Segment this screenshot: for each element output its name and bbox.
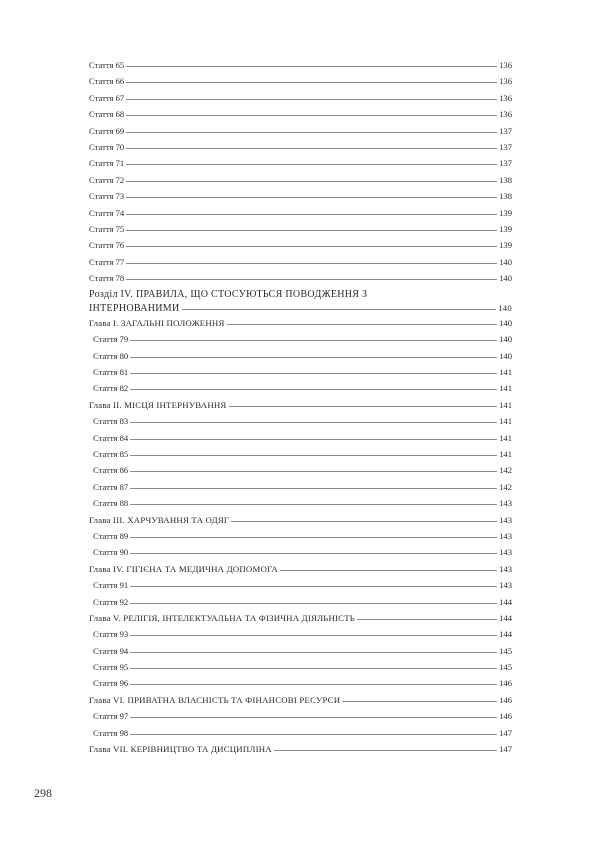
toc-entry-page-number: 147 xyxy=(499,744,512,755)
dot-leader xyxy=(126,279,497,280)
toc-entry-title: Глава II. МІСЦЯ ІНТЕРНУВАННЯ xyxy=(89,399,227,410)
toc-entry-page-number: 143 xyxy=(499,530,512,541)
toc-entry-title: Стаття 94 xyxy=(93,645,129,656)
toc-entries-bottom xyxy=(89,315,512,758)
toc-entry-page-number: 144 xyxy=(499,612,512,623)
toc-entry-title: Стаття 93 xyxy=(93,629,129,640)
dot-leader xyxy=(126,230,497,231)
toc-article-row xyxy=(89,380,512,396)
toc-article-row xyxy=(89,123,512,139)
toc-article-row xyxy=(89,172,512,188)
dot-leader xyxy=(182,309,497,310)
toc-entry-page-number: 139 xyxy=(499,223,512,234)
toc-entry-page-number: 137 xyxy=(499,141,512,152)
toc-entry-title: Стаття 75 xyxy=(89,223,125,234)
toc-entry-title: Стаття 73 xyxy=(89,191,125,202)
toc-entry-page-number: 147 xyxy=(499,727,512,738)
toc-article-row xyxy=(89,90,512,106)
toc-article-row xyxy=(89,626,512,642)
toc-entry-title: Стаття 76 xyxy=(89,240,125,251)
section-title-line2: ІНТЕРНОВАНИМИ xyxy=(89,302,180,314)
toc-article-row xyxy=(89,139,512,155)
toc-entry-page-number: 136 xyxy=(499,109,512,120)
toc-article-row xyxy=(89,73,512,89)
toc-article-row xyxy=(89,528,512,544)
toc-entry-title: Стаття 88 xyxy=(93,498,129,509)
table-of-contents xyxy=(89,57,512,757)
toc-entry-title: Стаття 74 xyxy=(89,207,125,218)
dot-leader xyxy=(130,504,497,505)
toc-entry-page-number: 137 xyxy=(499,158,512,169)
toc-entry-page-number: 141 xyxy=(499,449,512,459)
dot-leader xyxy=(126,164,497,165)
page-number-footer: 298 xyxy=(34,786,52,800)
toc-article-row xyxy=(89,188,512,204)
toc-article-row xyxy=(89,155,512,171)
toc-entry-page-number: 146 xyxy=(499,711,512,722)
dot-leader xyxy=(126,66,497,67)
toc-chapter-row xyxy=(89,741,512,757)
toc-entry-title: Стаття 77 xyxy=(89,256,125,267)
toc-entry-title: Стаття 82 xyxy=(93,383,129,394)
toc-entry-page-number: 146 xyxy=(499,694,512,705)
dot-leader xyxy=(357,619,497,620)
toc-article-row xyxy=(89,413,512,429)
toc-entry-title: Глава I. ЗАГАЛЬНІ ПОЛОЖЕННЯ xyxy=(89,317,225,328)
dot-leader xyxy=(130,717,497,718)
toc-entry-title: Глава III. ХАРЧУВАННЯ ТА ОДЯГ xyxy=(89,514,230,525)
toc-entry-page-number: 136 xyxy=(499,92,512,103)
toc-entry-title: Стаття 66 xyxy=(89,76,125,87)
toc-entry-title: Стаття 95 xyxy=(93,662,129,673)
dot-leader xyxy=(126,148,497,149)
dot-leader xyxy=(130,684,497,685)
toc-entry-title: Стаття 69 xyxy=(89,125,125,136)
dot-leader xyxy=(342,701,497,702)
toc-entry-page-number: 141 xyxy=(499,432,512,443)
toc-article-row xyxy=(89,594,512,610)
dot-leader xyxy=(280,570,497,571)
toc-article-row xyxy=(89,659,512,675)
toc-entry-title: Стаття 68 xyxy=(89,109,125,120)
toc-entry-page-number: 141 xyxy=(499,367,512,378)
toc-entry-page-number: 138 xyxy=(499,191,512,202)
toc-entry-page-number: 143 xyxy=(499,547,512,558)
dot-leader xyxy=(130,455,497,456)
dot-leader xyxy=(126,246,497,247)
toc-entry-title: Стаття 87 xyxy=(93,481,129,492)
toc-entry-page-number: 145 xyxy=(499,645,512,656)
toc-entry-title: Стаття 72 xyxy=(89,174,125,185)
dot-leader xyxy=(126,99,497,100)
toc-article-row xyxy=(89,106,512,122)
toc-article-row xyxy=(89,675,512,691)
toc-entry-title: Стаття 92 xyxy=(93,596,129,607)
toc-article-row xyxy=(89,430,512,446)
dot-leader xyxy=(130,668,497,669)
toc-entry-page-number: 140 xyxy=(499,350,512,361)
dot-leader xyxy=(227,324,498,325)
toc-chapter-row xyxy=(89,561,512,577)
dot-leader xyxy=(130,471,497,472)
toc-article-row xyxy=(89,254,512,270)
toc-entry-title: Глава VI. ПРИВАТНА ВЛАСНІСТЬ ТА ФІНАНСОВІ РЕСУРСИ xyxy=(89,694,341,705)
toc-entry-title: Глава IV. ГІГІЄНА ТА МЕДИЧНА ДОПОМОГА xyxy=(89,563,278,574)
toc-entry-page-number: 143 xyxy=(499,563,512,574)
toc-entry-page-number: 140 xyxy=(499,273,512,284)
dot-leader xyxy=(126,132,497,133)
dot-leader xyxy=(130,439,497,440)
toc-entry-page-number: 140 xyxy=(499,334,512,345)
toc-chapter-row xyxy=(89,610,512,626)
dot-leader xyxy=(231,521,497,522)
toc-article-row xyxy=(89,221,512,237)
toc-article-row xyxy=(89,237,512,253)
toc-entry-page-number: 143 xyxy=(499,498,512,509)
toc-article-row xyxy=(89,577,512,593)
toc-entry-page-number: 143 xyxy=(499,580,512,591)
toc-entry-title: Стаття 85 xyxy=(93,449,129,459)
toc-section-heading xyxy=(89,289,512,314)
dot-leader xyxy=(126,214,497,215)
dot-leader xyxy=(130,357,497,358)
section-title-line1: Розділ IV. ПРАВИЛА, ЩО СТОСУЮТЬСЯ ПОВОДЖЕННЯ З xyxy=(89,289,368,301)
section-title-line2-row xyxy=(89,302,512,315)
toc-entry-page-number: 142 xyxy=(499,465,512,476)
toc-entry-page-number: 144 xyxy=(499,596,512,607)
toc-article-row xyxy=(89,348,512,364)
toc-entry-page-number: 145 xyxy=(499,662,512,673)
dot-leader xyxy=(126,82,497,83)
toc-article-row xyxy=(89,364,512,380)
dot-leader xyxy=(274,750,497,751)
dot-leader xyxy=(126,181,497,182)
toc-entry-title: Стаття 71 xyxy=(89,158,125,169)
toc-entry-title: Стаття 83 xyxy=(93,416,129,427)
toc-entry-page-number: 144 xyxy=(499,629,512,640)
toc-article-row xyxy=(89,479,512,495)
toc-chapter-row xyxy=(89,397,512,413)
toc-entry-page-number: 140 xyxy=(499,256,512,267)
dot-leader xyxy=(130,553,497,554)
section-page-number: 140 xyxy=(498,302,512,313)
toc-articles-top xyxy=(89,57,512,286)
toc-chapter-row xyxy=(89,512,512,528)
dot-leader xyxy=(130,537,497,538)
dot-leader xyxy=(130,635,497,636)
toc-article-row xyxy=(89,331,512,347)
toc-entry-title: Стаття 90 xyxy=(93,547,129,558)
toc-entry-title: Стаття 78 xyxy=(89,273,125,284)
toc-entry-page-number: 141 xyxy=(499,399,512,410)
toc-article-row xyxy=(89,708,512,724)
toc-entry-title: Стаття 86 xyxy=(93,465,129,476)
dot-leader xyxy=(126,263,497,264)
toc-entry-title: Стаття 65 xyxy=(89,60,125,70)
toc-entry-page-number: 139 xyxy=(499,240,512,251)
toc-entry-title: Глава V. РЕЛІГІЯ, ІНТЕЛЕКТУАЛЬНА ТА ФІЗИЧНА ДІЯЛЬНІСТЬ xyxy=(89,612,356,623)
toc-chapter-row xyxy=(89,692,512,708)
toc-entry-title: Стаття 70 xyxy=(89,141,125,152)
dot-leader xyxy=(126,197,497,198)
toc-article-row xyxy=(89,495,512,511)
toc-article-row xyxy=(89,205,512,221)
toc-entry-page-number: 136 xyxy=(499,60,512,70)
toc-entry-title: Стаття 81 xyxy=(93,367,129,378)
toc-article-row xyxy=(89,270,512,286)
toc-entry-title: Глава VII. КЕРІВНИЦТВО ТА ДИСЦИПЛІНА xyxy=(89,744,272,755)
dot-leader xyxy=(130,652,497,653)
toc-entry-title: Стаття 84 xyxy=(93,432,129,443)
toc-entry-title: Стаття 98 xyxy=(93,727,129,738)
toc-entry-title: Стаття 67 xyxy=(89,92,125,103)
toc-article-row xyxy=(89,544,512,560)
toc-entry-title: Стаття 91 xyxy=(93,580,129,591)
toc-article-row xyxy=(89,57,512,73)
toc-entry-page-number: 146 xyxy=(499,678,512,689)
dot-leader xyxy=(229,406,498,407)
toc-entry-page-number: 139 xyxy=(499,207,512,218)
toc-article-row xyxy=(89,446,512,462)
toc-entry-page-number: 136 xyxy=(499,76,512,87)
toc-chapter-row xyxy=(89,315,512,331)
toc-entry-page-number: 141 xyxy=(499,416,512,427)
dot-leader xyxy=(130,603,497,604)
toc-entry-page-number: 140 xyxy=(499,317,512,328)
toc-entry-title: Стаття 97 xyxy=(93,711,129,722)
dot-leader xyxy=(130,389,497,390)
dot-leader xyxy=(130,734,497,735)
dot-leader xyxy=(130,586,497,587)
toc-article-row xyxy=(89,725,512,741)
toc-entry-title: Стаття 96 xyxy=(93,678,129,689)
toc-entry-page-number: 138 xyxy=(499,174,512,185)
toc-entry-page-number: 137 xyxy=(499,125,512,136)
toc-entry-page-number: 142 xyxy=(499,481,512,492)
toc-article-row xyxy=(89,643,512,659)
toc-entry-page-number: 141 xyxy=(499,383,512,394)
toc-entry-title: Стаття 89 xyxy=(93,530,129,541)
dot-leader xyxy=(130,422,497,423)
toc-entry-title: Стаття 79 xyxy=(93,334,129,345)
dot-leader xyxy=(130,488,497,489)
toc-article-row xyxy=(89,462,512,478)
dot-leader xyxy=(126,115,497,116)
toc-entry-page-number: 143 xyxy=(499,514,512,525)
dot-leader xyxy=(130,373,497,374)
dot-leader xyxy=(130,340,497,341)
toc-entry-title: Стаття 80 xyxy=(93,350,129,361)
